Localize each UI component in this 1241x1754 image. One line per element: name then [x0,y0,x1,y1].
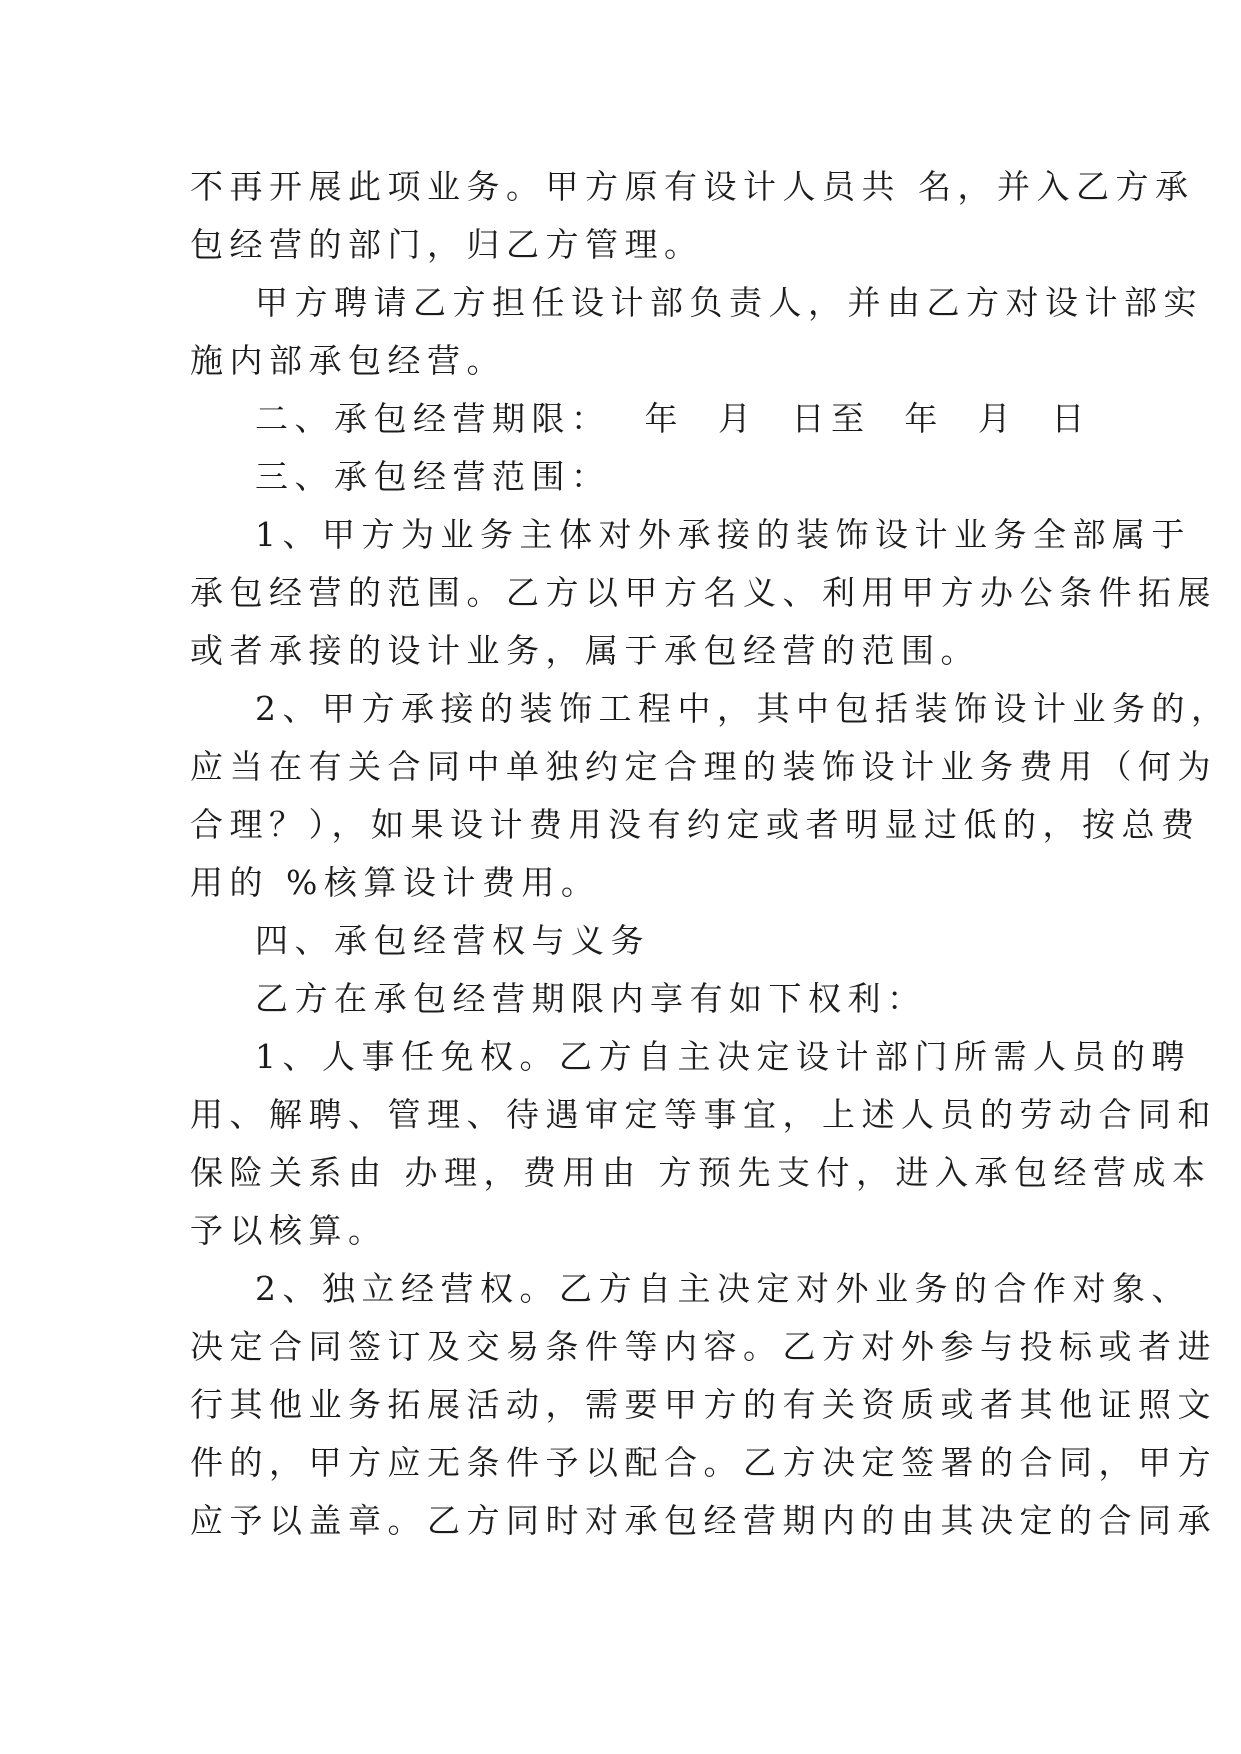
body-text-line: 包经营的部门，归乙方管理。 [190,225,704,264]
body-text-line: 应予以盖章。乙方同时对承包经营期内的由其决定的合同承 [190,1501,1217,1540]
body-text-line: 不再开展此项业务。甲方原有设计人员共 名，并入乙方承 [190,167,1195,206]
body-text-line: 施内部承包经营。 [190,341,506,380]
paragraph-first-line: 2、独立经营权。乙方自主决定对外业务的合作对象、 [255,1269,1191,1308]
section-heading-rights: 四、承包经营权与义务 [255,921,650,960]
body-text-line: 应当在有关合同中单独约定合理的装饰设计业务费用（何为 [190,747,1217,786]
body-text-line: 或者承接的设计业务，属于承包经营的范围。 [190,631,980,670]
paragraph-first-line: 乙方在承包经营期限内享有如下权利： [255,979,927,1018]
section-heading-term: 二、承包经营期限： 年 月 日至 年 月 日 [255,399,1091,438]
body-text-line: 行其他业务拓展活动，需要甲方的有关资质或者其他证照文 [190,1385,1217,1424]
paragraph-first-line: 2、甲方承接的装饰工程中，其中包括装饰设计业务的， [255,689,1231,728]
body-text-line: 保险关系由 办理，费用由 方预先支付，进入承包经营成本 [190,1153,1212,1192]
body-text-line: 予以核算。 [190,1211,388,1250]
section-heading-scope: 三、承包经营范围： [255,457,611,496]
body-text-line: 合理？），如果设计费用没有约定或者明显过低的，按总费 [190,805,1201,844]
paragraph-first-line: 甲方聘请乙方担任设计部负责人，并由乙方对设计部实 [255,283,1203,322]
body-text-line: 件的，甲方应无条件予以配合。乙方决定签署的合同，甲方 [190,1443,1217,1482]
body-text-line: 用的 %核算设计费用。 [190,863,601,902]
body-text-line: 用、解聘、管理、待遇审定等事宜，上述人员的劳动合同和 [190,1095,1217,1134]
body-text-line: 决定合同签订及交易条件等内容。乙方对外参与投标或者进 [190,1327,1217,1366]
body-text-line: 承包经营的范围。乙方以甲方名义、利用甲方办公条件拓展 [190,573,1217,612]
paragraph-first-line: 1、甲方为业务主体对外承接的装饰设计业务全部属于 [255,515,1191,554]
paragraph-first-line: 1、人事任免权。乙方自主决定设计部门所需人员的聘 [255,1037,1191,1076]
